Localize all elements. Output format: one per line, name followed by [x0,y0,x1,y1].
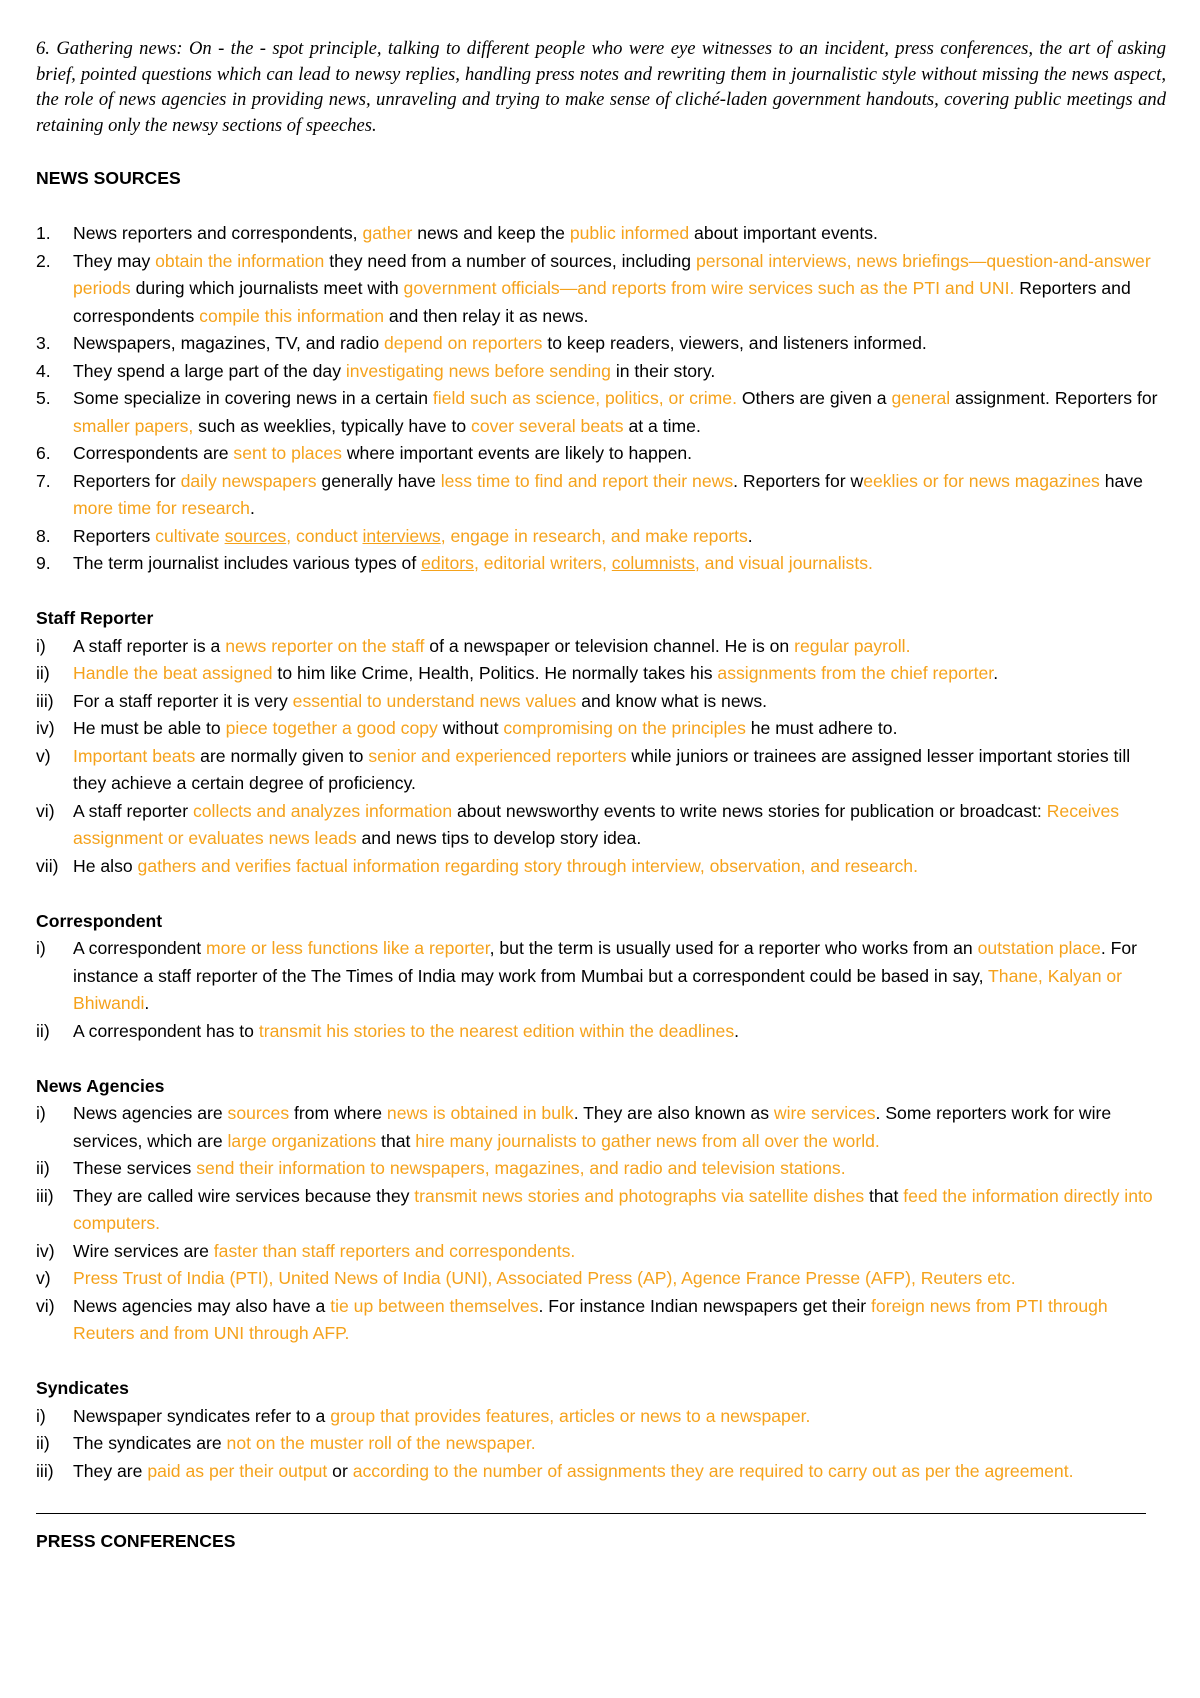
section-heading: NEWS SOURCES [36,168,181,188]
list-marker: 3. [36,333,51,353]
list-item [36,220,1166,248]
list-marker: ii) [36,1158,50,1178]
highlighted-text: Receives assignment or evaluates news leads [73,800,1120,848]
text-run: Correspondents are [73,443,234,463]
list-marker: iii) [36,1185,54,1206]
text-run: , but the term is usually used for a reporter who works from an [489,938,978,958]
list-item-text [73,1458,1166,1486]
text-run: and then relay it as news. [383,305,589,326]
section-heading: Syndicates [36,1378,129,1398]
list-item [36,468,1166,523]
text-run: Newspaper syndicates refer to a [73,1405,331,1426]
list-item [36,358,1166,386]
text-run: . [734,1020,740,1041]
text-run: . Some reporters work for wire services, which are [73,1103,1112,1151]
highlighted-text: collects and analyzes information [192,800,453,821]
section-heading: News Agencies [36,1075,165,1096]
highlighted-text: more time for research [73,498,250,518]
text-run: at a time. [623,415,701,436]
text-run: that [376,1130,416,1151]
highlighted-text: transmit his stories to the nearest edition within the deadlines [258,1020,735,1041]
text-run: without [437,718,504,738]
horizontal-rule [36,1513,1146,1514]
list-item [36,688,1166,716]
list-item-text [73,1155,1166,1183]
list-item-text [73,1018,1166,1046]
highlighted-text: less time to find and report their news [440,470,734,491]
list-marker: vi) [36,1295,55,1316]
list-item [36,523,1166,551]
highlighted-text: compile this information [199,305,384,326]
list-item-text [73,248,1166,331]
highlighted-text: sources [224,525,287,546]
list-item-text [73,633,1166,661]
highlighted-text: Handle the beat assigned [73,663,273,683]
highlighted-text: , and visual journalists. [694,553,873,573]
highlighted-text: compromising on the principles [503,718,746,738]
list-item [36,660,1166,688]
highlighted-text: investigating news before sending [345,360,611,381]
highlighted-text: Thane, Kalyan or Bhiwandi [73,965,1123,1013]
text-run: or [327,1460,353,1481]
text-run: A staff reporter is a [73,635,226,656]
list-item-text [73,1430,1166,1458]
text-run: They are [73,1460,148,1481]
highlighted-text: columnists [611,553,695,573]
list-item-text [73,330,1166,358]
highlighted-text: gather [362,223,413,243]
list-marker: ii) [36,1433,50,1453]
highlighted-text: interviews [362,525,441,546]
text-run: in their story. [610,360,716,381]
list-item [36,1155,1166,1183]
list-marker: ii) [36,1020,50,1041]
text-run: He also [73,855,138,876]
highlighted-text: group that provides features, articles or news to a newspaper. [330,1405,811,1426]
text-run: that [864,1185,904,1206]
text-run: Some specialize in covering news in a certain [73,388,433,408]
list-item [36,1458,1166,1486]
list-item-text [73,1183,1166,1238]
section-list [36,1100,1166,1348]
text-run: Others are given a [736,388,892,408]
text-run: Reporters [73,525,156,546]
text-run: during which journalists meet with [130,278,404,298]
list-item-text [73,1403,1166,1431]
section-heading: Staff Reporter [36,608,154,628]
highlighted-text: Important beats [73,745,196,766]
text-run: they need from a number of sources, including [324,250,696,271]
section-list [36,633,1166,881]
text-run: . Reporters for w [733,470,864,491]
text-run: . For instance Indian newspapers get their [538,1295,872,1316]
highlighted-text: Press Trust of India (PTI), United News of India (UNI), Associated Press (AP), Agence France Presse (AFP), Reuters etc. [73,1268,1016,1288]
text-run: to him like Crime, Health, Politics. He normally takes his [272,663,718,683]
list-item-text [73,523,1166,551]
section-list [36,935,1166,1045]
highlighted-text: depend on reporters [384,333,543,353]
highlighted-text: large organizations [227,1130,377,1151]
text-run: . [993,663,999,683]
list-marker: 6. [36,443,51,463]
list-item-text [73,1265,1166,1293]
list-marker: 4. [36,360,51,381]
list-item [36,248,1166,331]
highlighted-text: tie up between themselves [330,1295,539,1316]
section-list [36,1403,1166,1486]
highlighted-text: according to the number of assignments they are required to carry out as per the agreement. [352,1460,1074,1481]
text-run: The syndicates are [73,1433,227,1453]
list-item-text [73,715,1166,743]
list-item [36,633,1166,661]
highlighted-text: , engage in research, and make reports [440,525,748,546]
text-run: of a newspaper or television channel. He is on [424,635,795,656]
highlighted-text: personal interviews, news briefings—question-and-answer periods [73,250,1151,298]
list-item [36,935,1166,1018]
list-marker: 2. [36,250,51,271]
sections-container [36,165,1166,1485]
list-item-text [73,385,1166,440]
list-item-text [73,468,1166,523]
highlighted-text: sent to places [233,443,342,463]
list-item [36,550,1166,578]
list-marker: i) [36,1103,46,1123]
text-run: . [144,993,150,1013]
text-run: He must be able to [73,718,226,738]
list-item [36,853,1166,881]
text-run: They are called wire services because they [73,1185,415,1206]
text-run: such as weeklies, typically have to [193,415,472,436]
text-run: while juniors or trainees are assigned lesser important stories till they achieve a certain degree of proficiency. [73,745,1131,793]
list-marker: v) [36,745,51,766]
text-run: news and keep the [412,223,570,243]
list-item-text [73,660,1166,688]
text-run: assignment. Reporters for [950,388,1158,408]
text-run: where important events are likely to happen. [341,443,693,463]
highlighted-text: assignments from the chief reporter [717,663,994,683]
text-run: Newspapers, magazines, TV, and radio [73,333,384,353]
highlighted-text: smaller papers, [73,415,194,436]
list-item [36,1238,1166,1266]
list-item-text [73,853,1166,881]
list-item [36,743,1166,798]
text-run: A correspondent [73,938,207,958]
list-item [36,798,1166,853]
list-item [36,1018,1166,1046]
highlighted-text: , editorial writers, [473,553,612,573]
list-item [36,440,1166,468]
text-run: They spend a large part of the day [73,360,346,381]
text-run: to keep readers, viewers, and listeners informed. [542,333,927,353]
text-run: They may [73,250,156,271]
list-marker: i) [36,938,46,958]
highlighted-text: not on the muster roll of the newspaper. [226,1433,536,1453]
highlighted-text: general [891,388,951,408]
section-list [36,220,1166,578]
highlighted-text: essential to understand news values [292,690,577,711]
list-item [36,1293,1166,1348]
list-marker: iii) [36,690,54,711]
highlighted-text: more or less functions like a reporter [206,938,490,958]
text-run: . For instance a staff reporter of the The Times of India may work from Mumbai but a correspondent could be based in say, [73,938,1137,986]
list-item-text [73,1100,1166,1155]
highlighted-text: feed the information directly into computers. [73,1185,1153,1233]
list-item-text [73,1293,1166,1348]
list-item [36,1183,1166,1238]
list-item [36,1265,1166,1293]
list-item-text [73,220,1166,248]
list-marker: 1. [36,223,51,243]
text-run: A correspondent has to [73,1020,259,1041]
text-run: about important events. [689,223,878,243]
highlighted-text: hire many journalists to gather news from all over the world. [415,1130,880,1151]
list-marker: iii) [36,1460,54,1481]
list-item [36,1100,1166,1155]
intro-paragraph: 6. Gathering news: On - the - spot principle, talking to different people who were eye witnesses to an incident, press conferences, the art of asking brief, pointed questions which can lead to newsy replies, handling press notes and rewriting them in journalistic style without missing the news aspect, the role of news agencies in providing news, unraveling and trying to make sense of cliché-laden government handouts, covering public meetings and retaining only the newsy sections of speeches. [36,38,1166,136]
list-item-text [73,358,1166,386]
text-run: Reporters and correspondents [73,278,1131,326]
list-marker: v) [36,1268,51,1288]
highlighted-text: obtain the information [155,250,325,271]
press-conferences-heading: PRESS CONFERENCES [36,1530,236,1551]
highlighted-text: public informed [569,223,690,243]
list-item [36,715,1166,743]
list-marker: 7. [36,470,51,491]
document-page [36,36,1166,1555]
text-run: News reporters and correspondents, [73,223,363,243]
list-marker: 9. [36,553,51,573]
list-marker: i) [36,1405,46,1426]
list-item-text [73,1238,1166,1266]
list-marker: i) [36,635,46,656]
highlighted-text: cultivate [155,525,225,546]
highlighted-text: piece together a good copy [225,718,438,738]
highlighted-text: field such as science, politics, or crime. [432,388,737,408]
highlighted-text: news reporter on the staff [225,635,425,656]
list-item [36,1430,1166,1458]
highlighted-text: , conduct [286,525,363,546]
list-item-text [73,743,1166,798]
list-marker: ii) [36,663,50,683]
highlighted-text: wire services [773,1103,876,1123]
list-item [36,385,1166,440]
list-item-text [73,798,1166,853]
text-run: about newsworthy events to write news stories for publication or broadcast: [452,800,1047,821]
list-item [36,1403,1166,1431]
text-run: These services [73,1158,197,1178]
highlighted-text: transmit news stories and photographs via satellite dishes [414,1185,865,1206]
text-run: have [1099,470,1143,491]
text-run: and news tips to develop story idea. [356,828,642,848]
text-run: . [747,525,753,546]
highlighted-text: news is obtained in bulk [386,1103,574,1123]
text-run: generally have [316,470,441,491]
text-run: News agencies are [73,1103,228,1123]
highlighted-text: daily newspapers [180,470,317,491]
highlighted-text: outstation place [977,938,1101,958]
text-run: from where [289,1103,387,1123]
list-marker: vii) [36,855,59,876]
text-run: . They are also known as [573,1103,774,1123]
text-run: A staff reporter [73,800,193,821]
highlighted-text: cover several beats [471,415,624,436]
highlighted-text: foreign news from PTI through Reuters and from UNI through AFP. [73,1295,1108,1343]
text-run: . [249,498,255,518]
list-item-text [73,440,1166,468]
list-item-text [73,935,1166,1018]
text-run: News agencies may also have a [73,1295,331,1316]
highlighted-text: send their information to newspapers, magazines, and radio and television stations. [196,1158,846,1178]
list-marker: iv) [36,718,55,738]
text-run: and know what is news. [576,690,768,711]
text-run: For a staff reporter it is very [73,690,293,711]
highlighted-text: faster than staff reporters and correspondents. [213,1240,576,1261]
highlighted-text: eeklies or for news magazines [863,470,1100,491]
list-marker: iv) [36,1240,55,1261]
highlighted-text: editors [421,553,474,573]
text-run: are normally given to [195,745,369,766]
highlighted-text: sources [227,1103,290,1123]
list-item-text [73,688,1166,716]
text-run: he must adhere to. [745,718,898,738]
highlighted-text: gathers and verifies factual information regarding story through interview, observation, and research. [137,855,918,876]
text-run: Wire services are [73,1240,214,1261]
list-marker: 8. [36,525,51,546]
list-item-text [73,550,1166,578]
text-run: The term journalist includes various types of [73,553,422,573]
list-marker: 5. [36,388,51,408]
list-marker: vi) [36,800,55,821]
highlighted-text: paid as per their output [147,1460,328,1481]
highlighted-text: senior and experienced reporters [368,745,627,766]
highlighted-text: government officials—and reports from wire services such as the PTI and UNI. [403,278,1015,298]
text-run: Reporters for [73,470,181,491]
section-heading: Correspondent [36,910,163,931]
highlighted-text: regular payroll. [794,635,911,656]
list-item [36,330,1166,358]
